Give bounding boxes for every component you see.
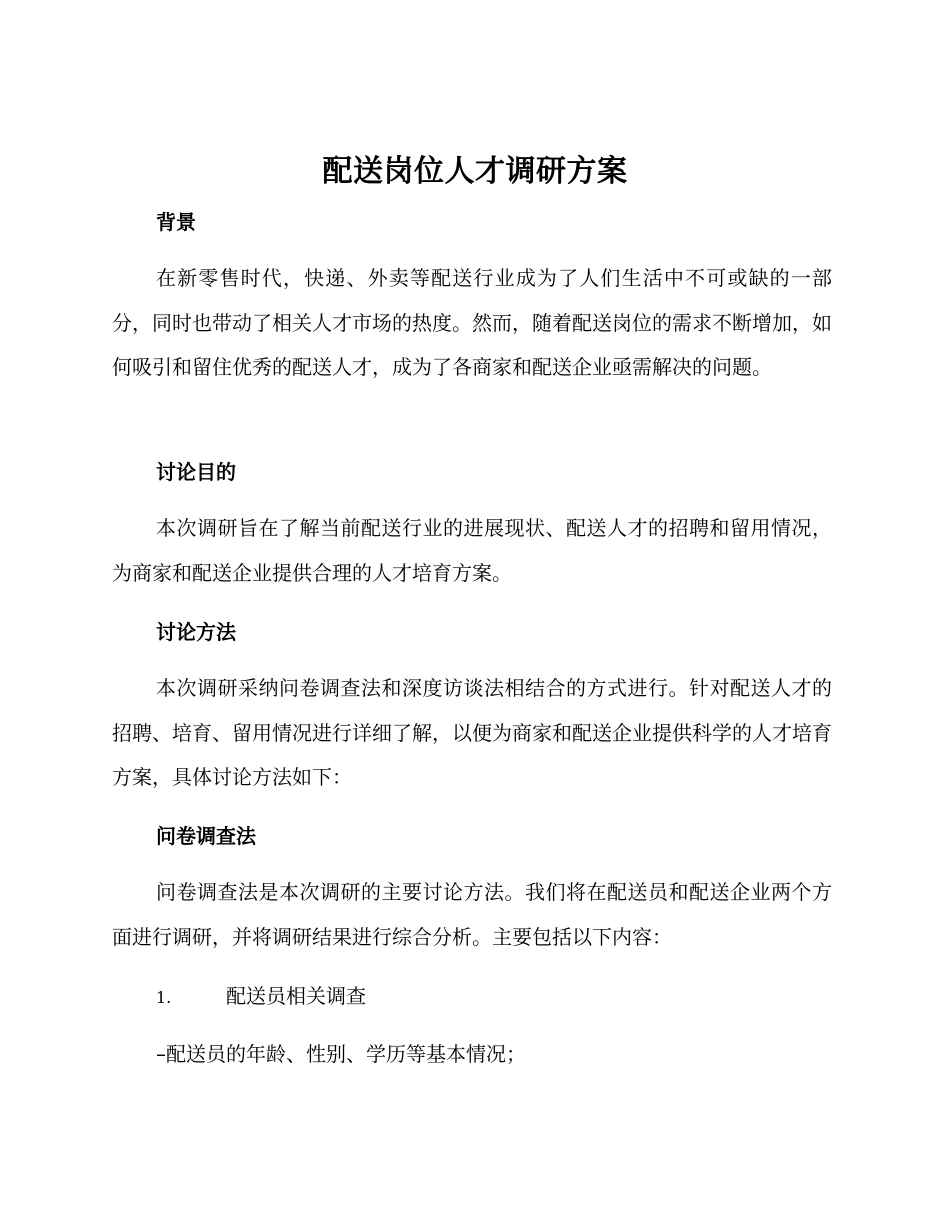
section-paragraph-purpose: 本次调研旨在了解当前配送行业的进展现状、配送人才的招聘和留用情况，为商家和配送企业提供合理的人才培育方案。 (112, 516, 832, 585)
section-heading-questionnaire: 问卷调查法 (156, 824, 256, 848)
list-item-text: 配送员相关调查 (226, 984, 366, 1008)
section-paragraph-method: 本次调研采纳问卷调查法和深度访谈法相结合的方式进行。针对配送人才的招聘、培育、留用情况进行详细了解，以便为商家和配送企业提供科学的人才培育方案，具体讨论方法如下： (112, 676, 832, 789)
section-heading-purpose: 讨论目的 (156, 460, 236, 484)
section-heading-background: 背景 (156, 210, 196, 234)
section-heading-method: 讨论方法 (156, 620, 236, 644)
section-paragraph-background: 在新零售时代，快递、外卖等配送行业成为了人们生活中不可或缺的一部分，同时也带动了相关人才市场的热度。然而，随着配送岗位的需求不断增加，如何吸引和留住优秀的配送人才，成为了各商家和配送企业亟需解决的问题。 (112, 266, 832, 379)
list-item-number: 1. (156, 988, 172, 1007)
document-title: 配送岗位人才调研方案 (322, 154, 628, 189)
numbered-list-item (156, 982, 366, 1012)
bullet-item: –配送员的年龄、性别、学历等基本情况； (156, 1042, 526, 1066)
section-paragraph-questionnaire: 问卷调查法是本次调研的主要讨论方法。我们将在配送员和配送企业两个方面进行调研，并将调研结果进行综合分析。主要包括以下内容： (112, 880, 832, 949)
